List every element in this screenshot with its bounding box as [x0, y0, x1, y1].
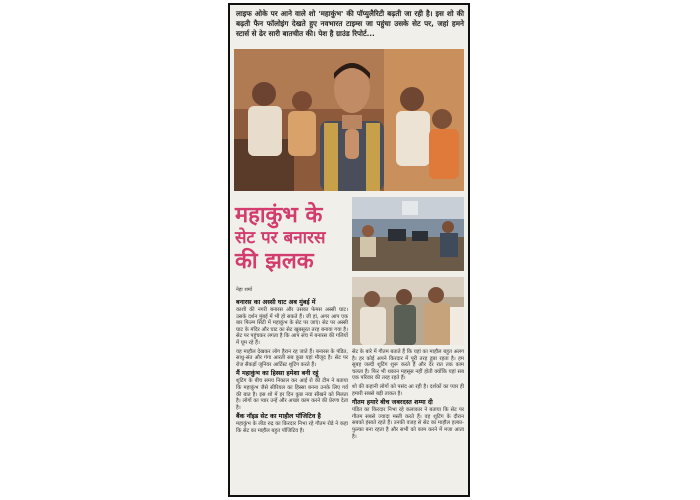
intro-text: लाइफ ओके पर आने वाले शो 'महाकुंभ' की पॉप्युलैरिटी बढ़ती जा रही है। इस शो की बढ़ती फैन फॉलोइंग देखते हुए नवभारत टाइम्स जा पहुंचा उसके सेट पर, जहां हमने स्टार्स से ढेर सारी बातचीत की। पेश है ग्राउंड रिपोर्ट...: [236, 9, 464, 38]
set-office-photo: [352, 197, 464, 271]
headline: [235, 203, 347, 274]
byline: नेहा शर्मा: [236, 287, 252, 293]
left-column: [236, 297, 348, 437]
hero-photo: [234, 49, 464, 191]
right-column: [352, 349, 464, 442]
set-office-image: [352, 197, 464, 271]
actors-photo: [352, 277, 464, 345]
left-subhead-3: बैंक नॉइड सेट का माहौल पॉजिटिव है: [236, 413, 321, 421]
headline-line-3: की झलक: [235, 249, 314, 274]
headline-line-1: महाकुंभ के: [235, 203, 323, 228]
actors-image: [352, 277, 464, 345]
left-paragraph-3: शूटिंग के बीच समय निकाल कर आई रो की टीम ने बताया कि महाकुंभ जैसे सीरियल का हिस्सा बनना उनके लिए गर्व की बात है। इस शो में हर दिन कुछ नया सीखने को मिलता है। लोगों का प्यार उन्हें और अच्छा काम करने की प्रेरणा देता है।: [236, 378, 348, 411]
left-subhead-2: मैं महाकुंभ का हिस्सा हमेशा बनी रहूं: [236, 370, 319, 378]
right-paragraph-2: शो की कहानी लोगों को पसंद आ रही है। दर्शकों का प्यार ही हमारी सबसे बड़ी ताकत है।: [352, 383, 464, 397]
headline-line-2: सेट पर बनारस: [235, 228, 326, 248]
newspaper-clipping: [228, 3, 470, 497]
left-paragraph-2: यह माहौल देखकर लोग हैरान रह जाते हैं। बनारस के पंडित, साधु-संत और गंगा आरती सब कुछ यहां मौजूद है। सेट पर रोज सैकड़ों जूनियर आर्टिस्ट शूटिंग करते हैं।: [236, 348, 348, 368]
left-paragraph-1: काशी की नगरी बनारस और उसका फेमस अस्सी घाट। उसके दर्शन मुंबई में भी हो सकते हैं। जी हां, अगर आप एक बार फिल्म सिटी में महाकुंभ के सेट पर जाएं। सेट पर अस्सी घाट के मंदिर और घाट का सेट खूबसूरत तरह बनाया गया है। सेट पर पहुंचकर लगता है कि आप सच में बनारस की गलियों में घूम रहे हैं।: [236, 307, 348, 346]
left-subhead-1: बनारस का अस्सी घाट अब मुंबई में: [236, 299, 316, 306]
left-paragraph-4: महाकुंभ के लीड रुद्र का किरदार निभा रहे गौतम रोडे ने कहा कि सेट का माहौल बहुत पॉजिटिव है।: [236, 421, 348, 434]
right-subhead-1: गौतम हमारे बीच जबरदस्त शम्मा दी: [352, 399, 433, 407]
hero-photo-image: [234, 49, 464, 191]
right-paragraph-3: पंडित का किरदार निभा रहे कलाकार ने बताया कि सेट पर गौतम सबसे ज्यादा मस्ती करते हैं। वह शूटिंग के दौरान सबको हंसाते रहते हैं। उनकी वजह से सेट का माहौल हल्का-फुल्का बना रहता है और सभी को काम करने में मजा आता है।: [352, 407, 464, 440]
right-paragraph-1: सेट के बारे में गौतम बताते हैं कि यहां का माहौल बहुत अलग है। हर कोई अपने किरदार में पूरी तरह डूबा रहता है। हम सुबह जल्दी शूटिंग शुरू करते हैं और देर रात तक काम चलता है। फिर भी थकान महसूस नहीं होती क्योंकि यहां सब एक परिवार की तरह रहते हैं।: [352, 349, 464, 382]
